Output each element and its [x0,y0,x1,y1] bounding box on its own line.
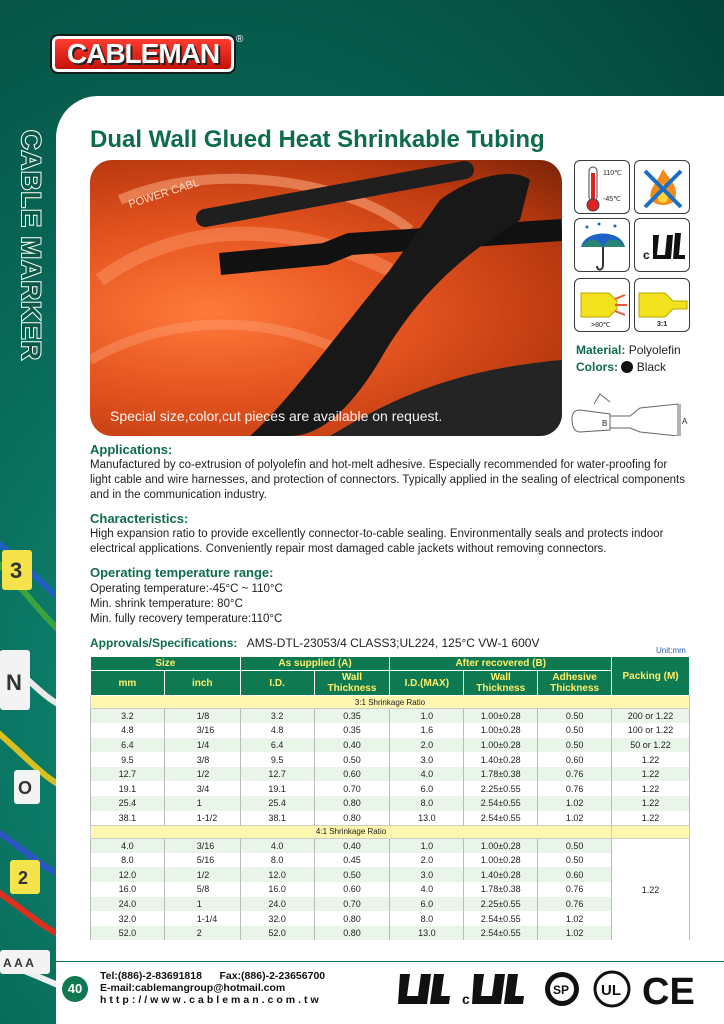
table-cell: 52.0 [240,926,314,941]
table-cell: 2.54±0.55 [464,811,538,826]
svg-text:UL: UL [601,982,621,999]
table-cell: 0.50 [538,723,612,738]
table-cell: 1-1/4 [164,911,240,926]
subheader-wall-thickness-b: Wall Thickness [464,671,538,696]
table-cell: 0.60 [538,752,612,767]
table-cell: 9.5 [91,752,165,767]
shrink-temp-label: >80℃ [591,322,611,329]
cable-marker-label: 3 [10,558,23,583]
table-cell: 0.60 [314,882,390,897]
table-cell: 1.22 [612,811,690,826]
approvals-value: AMS-DTL-23053/4 CLASS3;UL224, 125°C VW-1 600V [246,636,540,650]
table-cell: 38.1 [240,811,314,826]
registered-mark: ® [236,34,244,45]
table-row [91,811,690,826]
table-cell: 3/8 [164,752,240,767]
table-cell: 1.78±0.38 [464,767,538,782]
table-cell: 5/16 [164,853,240,868]
table-cell: 0.70 [314,897,390,912]
table-cell: 19.1 [240,781,314,796]
table-row [91,767,690,782]
table-cell: 9.5 [240,752,314,767]
header-packing: Packing (M) [612,657,690,696]
table-row [91,796,690,811]
table-cell: 2.25±0.55 [464,897,538,912]
table-cell: 6.0 [390,897,464,912]
table-row [91,709,690,724]
table-cell: 1/4 [164,738,240,753]
material-block [576,343,681,374]
table-cell: 1.40±0.28 [464,867,538,882]
table-cell: 16.0 [91,882,165,897]
table-cell: 2.0 [390,853,464,868]
table-cell: 0.35 [314,723,390,738]
table-cell: 0.50 [538,838,612,853]
table-cell: 2.54±0.55 [464,911,538,926]
subheader-id-max: I.D.(MAX) [390,671,464,696]
table-cell: 3.2 [240,709,314,724]
table-cell: 1 [164,796,240,811]
table-row [91,853,690,868]
cable-markers-illustration [0,530,60,1010]
table-cell: 1.22 [612,796,690,811]
fax-number: Fax:(886)-2-23656700 [219,970,326,982]
table-cell: 16.0 [240,882,314,897]
table-cell: 0.40 [314,738,390,753]
contact-block [100,970,325,1006]
temp-high-label: 110℃ [603,170,623,177]
brand-logo: CABLEMAN [52,36,234,72]
table-cell: 25.4 [240,796,314,811]
table-cell: 52.0 [91,926,165,941]
material-value: Polyolefin [628,343,681,357]
table-cell: 6.4 [91,738,165,753]
subheader-id: I.D. [240,671,314,696]
table-cell: 0.76 [538,882,612,897]
table-row [91,838,690,853]
product-photo [90,160,562,436]
shrinkage-ratio-label: 3:1 Shrinkage Ratio [91,696,690,709]
table-cell: 2.0 [390,738,464,753]
table-cell: 1 [164,897,240,912]
table-cell: 4.0 [390,767,464,782]
certification-marks [396,966,696,1010]
table-cell: 12.7 [91,767,165,782]
table-cell: 1.22 [612,781,690,796]
table-cell: 8.0 [390,911,464,926]
cable-marker-label: O [18,778,33,798]
table-cell: 0.76 [538,767,612,782]
flame-retardant-icon [634,160,690,214]
thermometer-icon [574,160,630,214]
header-as-supplied: As supplied (A) [240,657,390,671]
operating-line: Min. shrink temperature: 80°C [90,598,243,610]
packing-cell [612,825,690,838]
cable-marker-label: N [6,670,22,695]
packing-cell: 1.22 [612,838,690,940]
table-cell: 1.02 [538,911,612,926]
table-cell: 1.02 [538,926,612,941]
approvals-line [90,636,539,650]
table-cell: 2 [164,926,240,941]
cable-marker-label: A A A [3,956,34,970]
table-cell: 0.70 [314,781,390,796]
table-cell: 32.0 [240,911,314,926]
table-cell: 0.50 [538,853,612,868]
table-cell: 3.0 [390,752,464,767]
table-cell: 0.80 [314,926,390,941]
table-cell: 1/8 [164,709,240,724]
characteristics-heading: Characteristics: [90,511,189,526]
table-cell: 13.0 [390,811,464,826]
table-cell: 13.0 [390,926,464,941]
subheader-inch: inch [164,671,240,696]
table-cell: 0.50 [538,738,612,753]
table-cell: 2.54±0.55 [464,796,538,811]
table-cell: 1/2 [164,867,240,882]
colors-value: Black [636,360,667,374]
table-row [91,867,690,882]
temp-low-label: -45℃ [603,196,621,203]
table-cell: 0.80 [314,911,390,926]
approvals-label: Approvals/Specifications: [90,636,238,650]
table-cell: 0.76 [538,897,612,912]
characteristics-text: High expansion ratio to provide excellently connector-to-cable sealing. Environmentally seals and protects indoor electrical applications. Conveniently repair most damaged cable jackets without removing connectors. [90,528,664,555]
cable-marker-label: 2 [18,868,29,888]
table-cell: 1.00±0.28 [464,738,538,753]
table-cell: 0.50 [538,709,612,724]
table-cell: 0.60 [314,767,390,782]
cul-recognized-icon [634,218,690,272]
table-cell: 0.45 [314,853,390,868]
shrinkage-ratio-row [91,696,690,709]
table-cell: 8.0 [240,853,314,868]
table-cell: 4.0 [240,838,314,853]
applications-heading: Applications: [90,442,173,457]
table-cell: 0.80 [314,796,390,811]
table-cell: 6.4 [240,738,314,753]
table-cell: 0.50 [314,867,390,882]
operating-line: Min. fully recovery temperature:110°C [90,613,283,625]
table-cell: 100 or 1.22 [612,723,690,738]
table-cell: 5/8 [164,882,240,897]
table-cell: 1-1/2 [164,811,240,826]
subheader-mm: mm [91,671,165,696]
svg-text:c: c [462,991,470,1007]
table-cell: 0.60 [538,867,612,882]
table-cell: 4.8 [240,723,314,738]
table-cell: 0.76 [538,781,612,796]
email-address[interactable]: E-mail:cablemangroup@hotmail.com [100,982,286,994]
table-cell: 4.8 [91,723,165,738]
table-cell: 8.0 [390,796,464,811]
page-number: 40 [62,976,88,1002]
table-cell: 1.78±0.38 [464,882,538,897]
cur-mark-icon [462,974,524,1007]
table-row [91,781,690,796]
table-cell: 8.0 [91,853,165,868]
ul-mark-icon [595,972,629,1006]
subheader-adhesive-thickness: Adhesive Thickness [538,671,612,696]
table-cell: 1.02 [538,796,612,811]
table-cell: 3/16 [164,723,240,738]
shrink-ratio-icon [634,278,690,332]
table-cell: 24.0 [240,897,314,912]
table-row [91,723,690,738]
shrinkage-ratio-row [91,825,690,838]
table-cell: 3.2 [91,709,165,724]
table-cell: 38.1 [91,811,165,826]
tubing-dimension-diagram [570,384,692,436]
table-cell: 12.0 [91,867,165,882]
table-cell: 0.35 [314,709,390,724]
color-swatch [621,361,633,373]
table-cell: 1.00±0.28 [464,723,538,738]
table-cell: 1.0 [390,709,464,724]
shrinkage-ratio-label: 4:1 Shrinkage Ratio [91,825,612,838]
photo-caption: Special size,color,cut pieces are available on request. [110,408,443,424]
table-cell: 12.0 [240,867,314,882]
table-cell: 3/16 [164,838,240,853]
table-cell: 25.4 [91,796,165,811]
shrink-ratio-label: 3:1 [657,321,668,328]
colors-label: Colors: [576,360,618,374]
tubing-illustration [90,160,562,436]
table-cell: 4.0 [91,838,165,853]
spec-table [90,656,690,940]
table-row [91,738,690,753]
page-title: Dual Wall Glued Heat Shrinkable Tubing [90,126,545,153]
table-cell: 0.50 [314,752,390,767]
table-cell: 1.00±0.28 [464,838,538,853]
ce-mark-icon [642,971,695,1010]
spec-table-body [91,696,690,941]
table-cell: 24.0 [91,897,165,912]
svg-text:CE: CE [642,971,695,1010]
table-cell: 1/2 [164,767,240,782]
side-title: CABLE MARKER [16,130,46,361]
unit-label: Unit:mm [656,646,686,655]
dimension-a-label: A [682,417,688,426]
operating-heading: Operating temperature range: [90,565,274,580]
table-cell: 3.0 [390,867,464,882]
dimension-b-label: B [602,419,608,428]
operating-lines [90,582,690,627]
svg-text:SP: SP [553,983,570,997]
table-cell: 19.1 [91,781,165,796]
table-cell: 1.6 [390,723,464,738]
table-cell: 32.0 [91,911,165,926]
table-cell: 1.22 [612,752,690,767]
svg-text:c: c [643,248,650,262]
phone-number: Tel:(886)-2-83691818 [100,970,202,982]
table-cell: 1.22 [612,767,690,782]
table-cell: 1.0 [390,838,464,853]
table-cell: 50 or 1.22 [612,738,690,753]
table-row [91,897,690,912]
table-cell: 2.25±0.55 [464,781,538,796]
table-row [91,752,690,767]
table-cell: 6.0 [390,781,464,796]
table-cell: 1.40±0.28 [464,752,538,767]
table-cell: 1.00±0.28 [464,853,538,868]
header-size: Size [91,657,241,671]
operating-line: Operating temperature:-45°C ~ 110°C [90,583,283,595]
table-cell: 2.54±0.55 [464,926,538,941]
applications-text: Manufactured by co-extrusion of polyolefin and hot-melt adhesive. Especially recommended for water-proofing for light cable and wire harnesses, and protection of connectors. Typically applied in the sealing of electrical components and in the communication industry. [90,459,685,501]
csa-mark-icon [545,972,579,1006]
table-cell: 1.00±0.28 [464,709,538,724]
cable-print-text: POWER CABL [127,176,201,211]
table-row [91,911,690,926]
table-cell: 0.40 [314,838,390,853]
table-cell: 0.80 [314,811,390,826]
website-link[interactable]: http://www.cableman.com.tw [100,994,322,1006]
header-after-recovered: After recovered (B) [390,657,612,671]
shrink-temperature-icon [574,278,630,332]
material-label: Material: [576,343,626,357]
table-cell: 12.7 [240,767,314,782]
table-row [91,882,690,897]
table-cell: 1.02 [538,811,612,826]
table-cell: 200 or 1.22 [612,709,690,724]
ur-mark-icon [398,974,450,1004]
waterproof-umbrella-icon [574,218,630,272]
subheader-wall-thickness-a: Wall Thickness [314,671,390,696]
table-row [91,926,690,941]
table-cell: 4.0 [390,882,464,897]
table-cell: 3/4 [164,781,240,796]
